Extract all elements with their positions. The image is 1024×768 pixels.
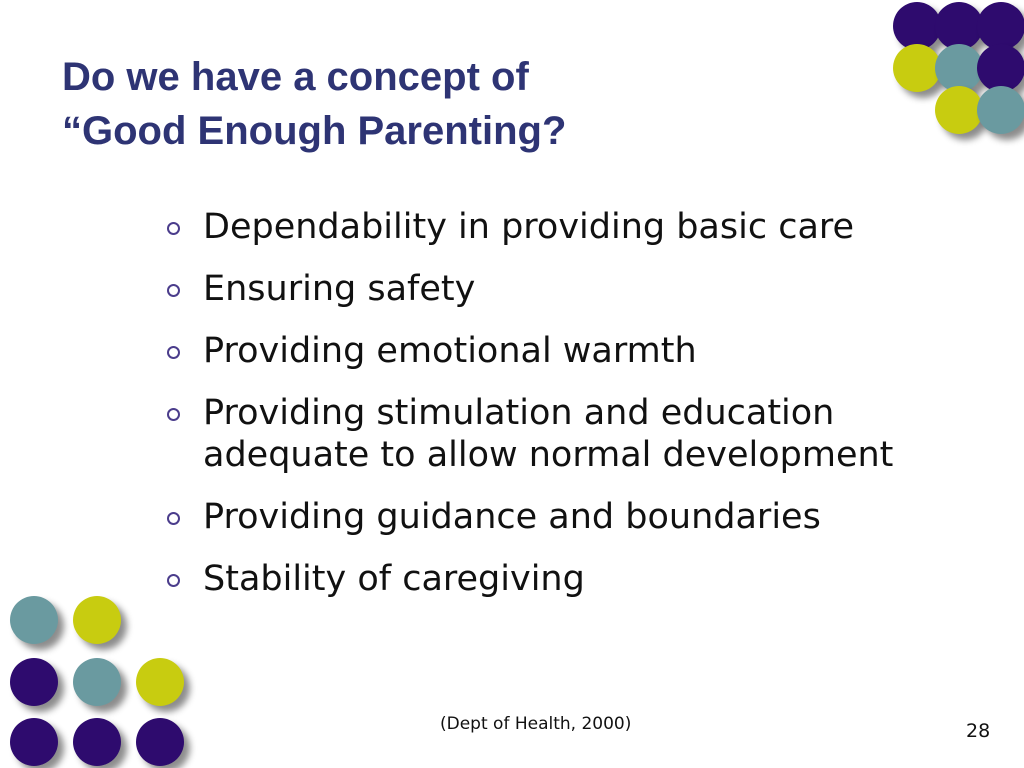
hollow-circle-bullet-icon [167, 346, 180, 359]
bullet-text: Providing guidance and boundaries [203, 497, 821, 537]
bullet-text: Stability of caregiving [203, 559, 585, 599]
decorative-dot [10, 718, 58, 766]
bullet-text: Providing stimulation and education adequate to allow normal development [203, 393, 894, 475]
title-line-1: Do we have a concept of [62, 55, 529, 99]
decorative-dot [893, 44, 941, 92]
decorative-dot [893, 2, 941, 50]
decorative-dot [977, 86, 1024, 134]
bullet-text: Ensuring safety [203, 269, 476, 309]
page-number: 28 [966, 720, 991, 742]
decorative-dot [935, 2, 983, 50]
bullet-text: Providing emotional warmth [203, 331, 697, 371]
title-line-2: “Good Enough Parenting? [62, 109, 567, 153]
decorative-dot [136, 718, 184, 766]
decorative-dot [10, 658, 58, 706]
source-citation: (Dept of Health, 2000) [440, 714, 632, 734]
bullet-item [165, 392, 965, 476]
decorative-dot [136, 658, 184, 706]
bullet-item [165, 206, 965, 248]
hollow-circle-bullet-icon [167, 284, 180, 297]
decorative-dot [73, 658, 121, 706]
hollow-circle-bullet-icon [167, 408, 180, 421]
decorative-dot [935, 86, 983, 134]
decorative-dot [73, 718, 121, 766]
hollow-circle-bullet-icon [167, 222, 180, 235]
bullet-item [165, 268, 965, 310]
decorative-dot [977, 44, 1024, 92]
slide-title [62, 50, 566, 158]
bullet-item [165, 496, 965, 538]
decorative-dot [10, 596, 58, 644]
bullet-list [165, 206, 965, 620]
bullet-item [165, 330, 965, 372]
hollow-circle-bullet-icon [167, 574, 180, 587]
bullet-text: Dependability in providing basic care [203, 207, 855, 247]
decorative-dot [977, 2, 1024, 50]
hollow-circle-bullet-icon [167, 512, 180, 525]
decorative-dot [73, 596, 121, 644]
bullet-item [165, 558, 965, 600]
decorative-dot [935, 44, 983, 92]
